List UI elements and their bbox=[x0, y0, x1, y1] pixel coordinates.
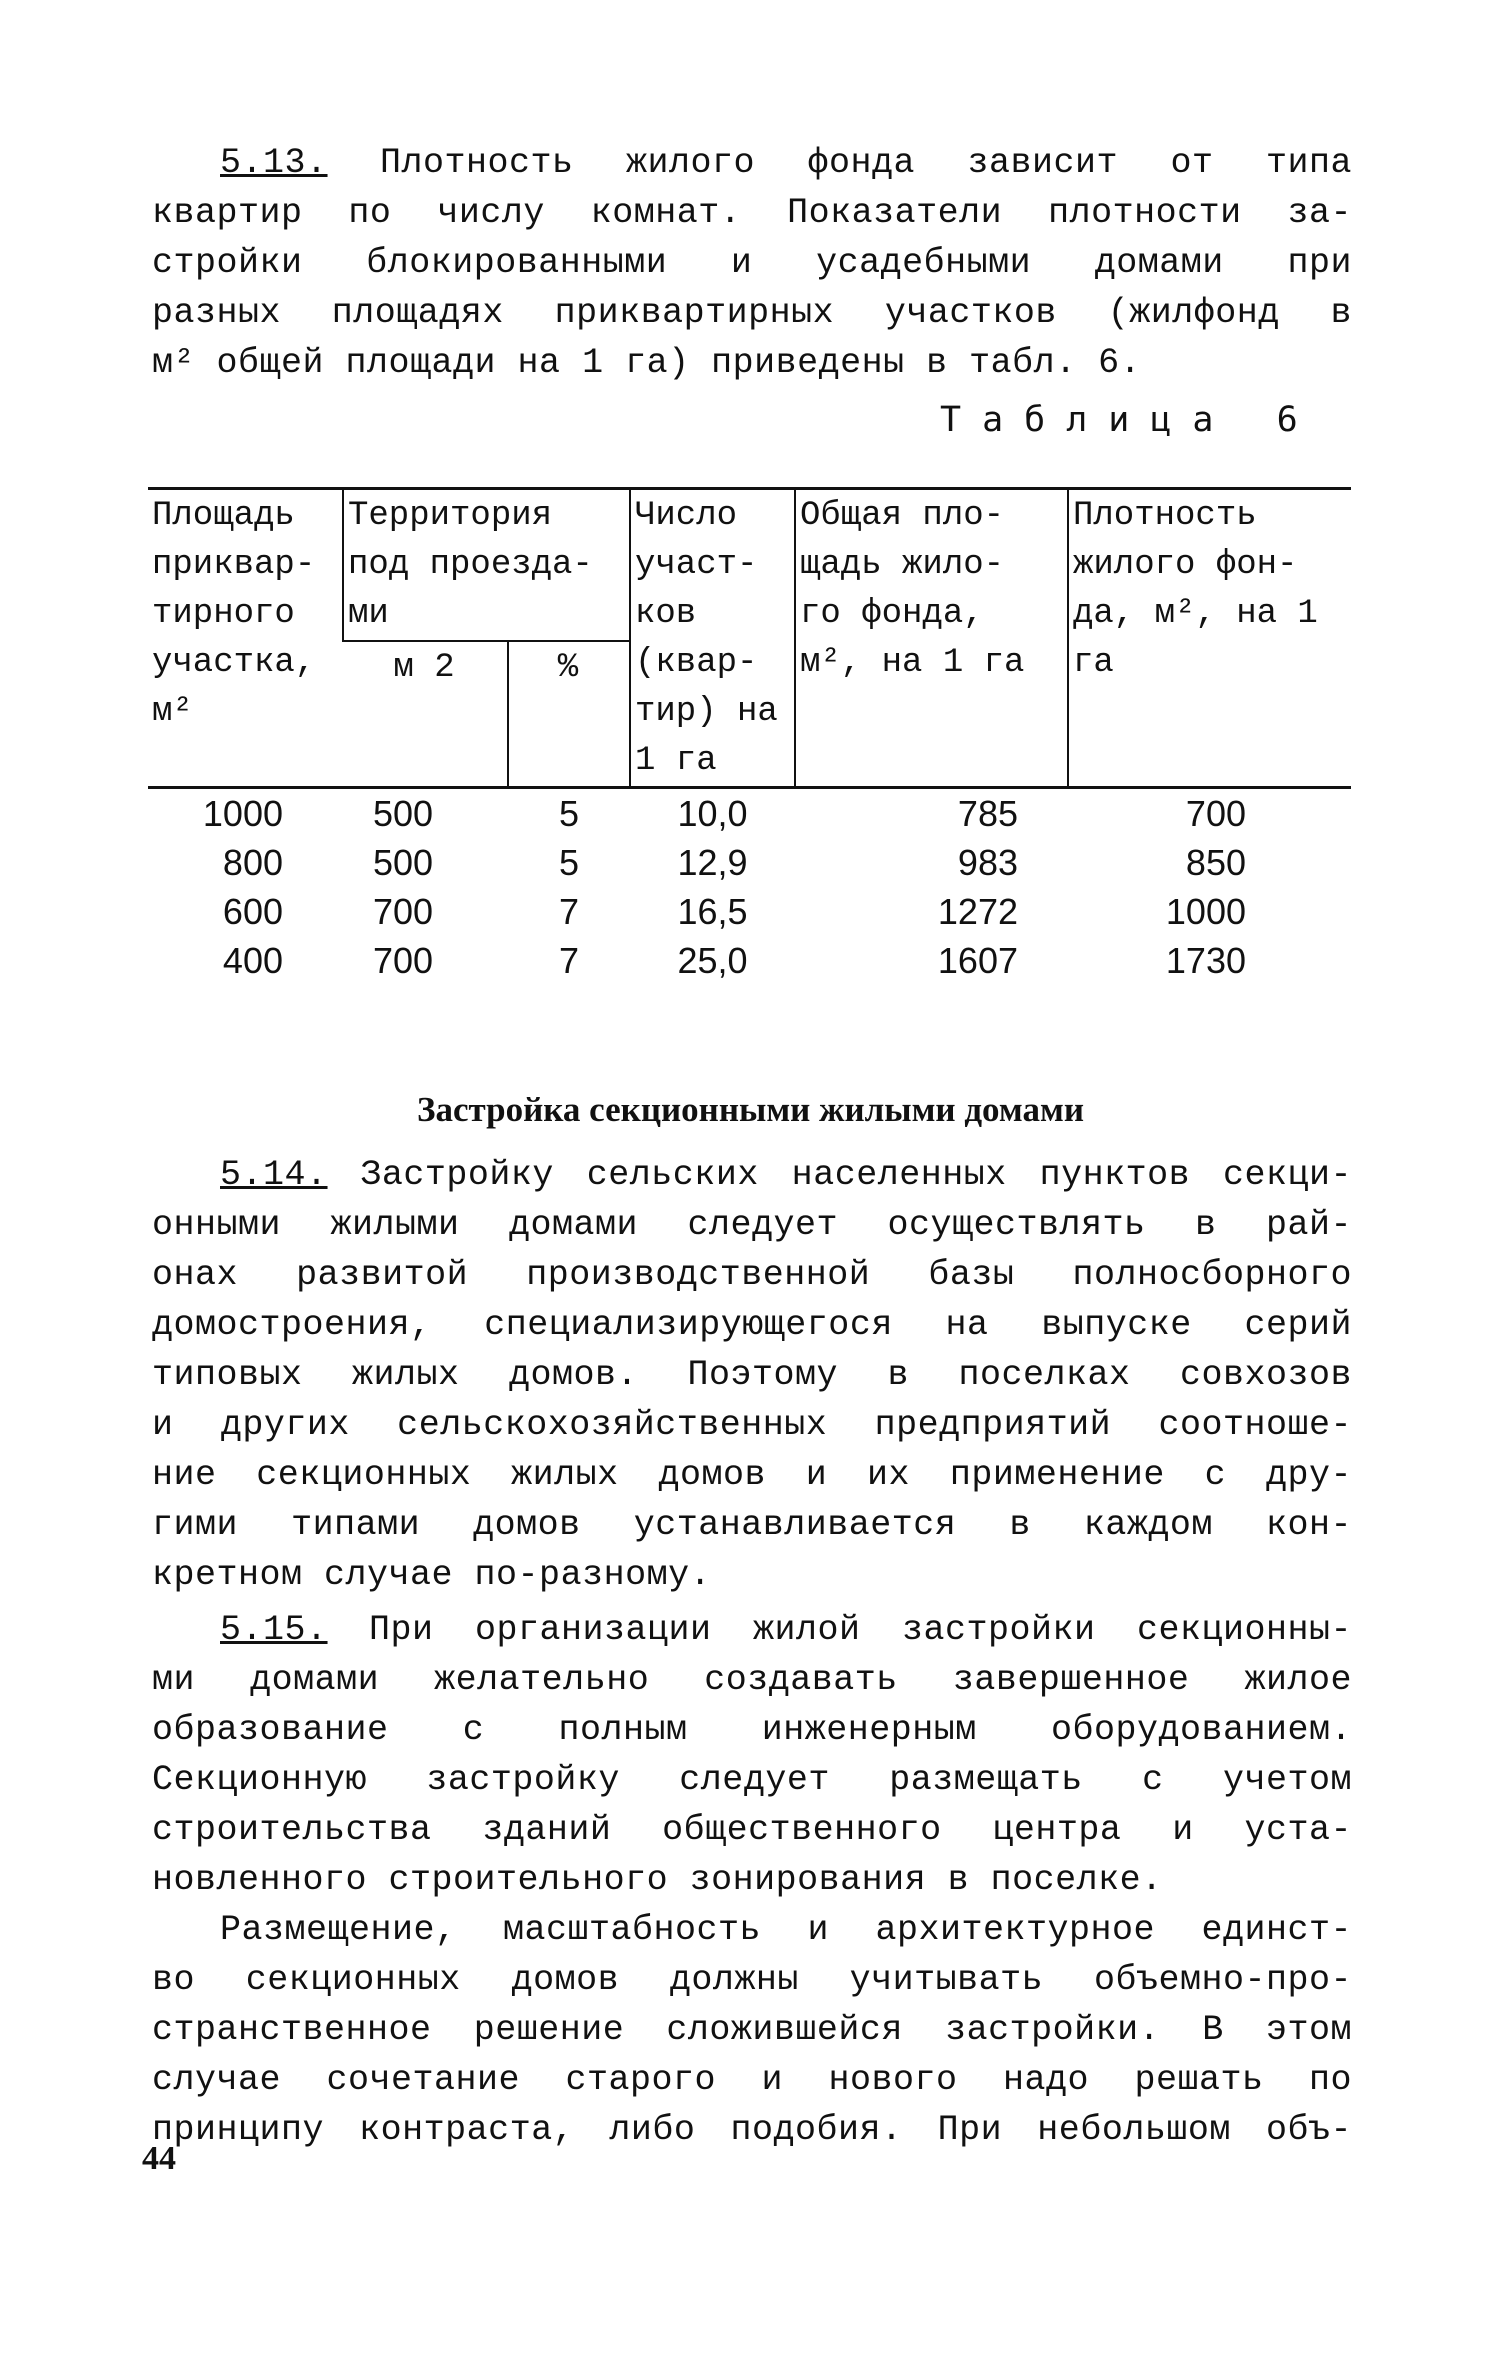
header-territory: Территория под проезда- ми bbox=[343, 489, 630, 642]
table-row: 600 700 7 16,5 1272 1000 bbox=[222, 891, 1246, 932]
header-sub-percent: % bbox=[508, 641, 630, 788]
clause-number: 5.13. bbox=[220, 143, 328, 183]
table-row: 1000 500 5 10,0 785 700 bbox=[202, 793, 1246, 834]
paragraph-5-13: 5.13. Плотность жилого фонда зависит от типа квартир по числу комнат. Показатели плотности за- стройки блокированными и усадебными домами при разных площадях приквартирных участков (жилфонд в м² общей площади на 1 га) приведены в табл. 6. bbox=[152, 143, 1352, 383]
table-row: 800 500 5 12,9 983 850 bbox=[222, 842, 1246, 883]
paragraph-5-15: 5.15. При организации жилой застройки секционны- ми домами желательно создавать завершенное жилое образование с полным инженерным оборудованием. Секционную застройку следует размещать с учетом строительства зданий общественного центра и уста- новленного строительного зонирования в поселке. bbox=[152, 1610, 1352, 1900]
table-row: 400 700 7 25,0 1607 1730 bbox=[222, 940, 1246, 981]
header-total-area: Общая пло- щадь жило- го фонда, м², на 1 га bbox=[795, 489, 1068, 788]
section-heading: Застройка секционными жилыми домами bbox=[417, 1090, 1084, 1129]
header-density: Плотность жилого фон- да, м², на 1 га bbox=[1068, 489, 1351, 788]
header-area: Площадь приквар- тирного участка, м² bbox=[148, 489, 343, 788]
page-number: 44 bbox=[142, 2140, 176, 2177]
clause-number: 5.15. bbox=[220, 1610, 328, 1650]
table-caption: Таблица 6 bbox=[940, 400, 1319, 440]
header-count: Число участ- ков (квар- тир) на 1 га bbox=[630, 489, 795, 788]
paragraph-5-14: 5.14. Застройку сельских населенных пунктов секци- онными жилыми домами следует осуществлять в рай- онах развитой производственной базы полносборного домостроения, специализирующегося на выпуске серий типовых жилых домов. Поэтому в поселках совхозов и других сельскохозяйственных предприятий соотноше- ние секционных жилых домов и их применение с дру- гими типами домов устанавливается в каждом кон- кретном случае по-разному. bbox=[152, 1155, 1352, 1595]
header-sub-m2: м 2 bbox=[343, 641, 508, 788]
clause-number: 5.14. bbox=[220, 1155, 328, 1195]
table-6 bbox=[148, 487, 1351, 985]
paragraph-continued: Размещение, масштабность и архитектурное единст- во секционных домов должны учитывать объемно-про- странственное решение сложившейся застройки. В этом случае сочетание старого и нового надо решать по принципу контраста, либо подобия. При небольшом объ- bbox=[152, 1910, 1352, 2150]
